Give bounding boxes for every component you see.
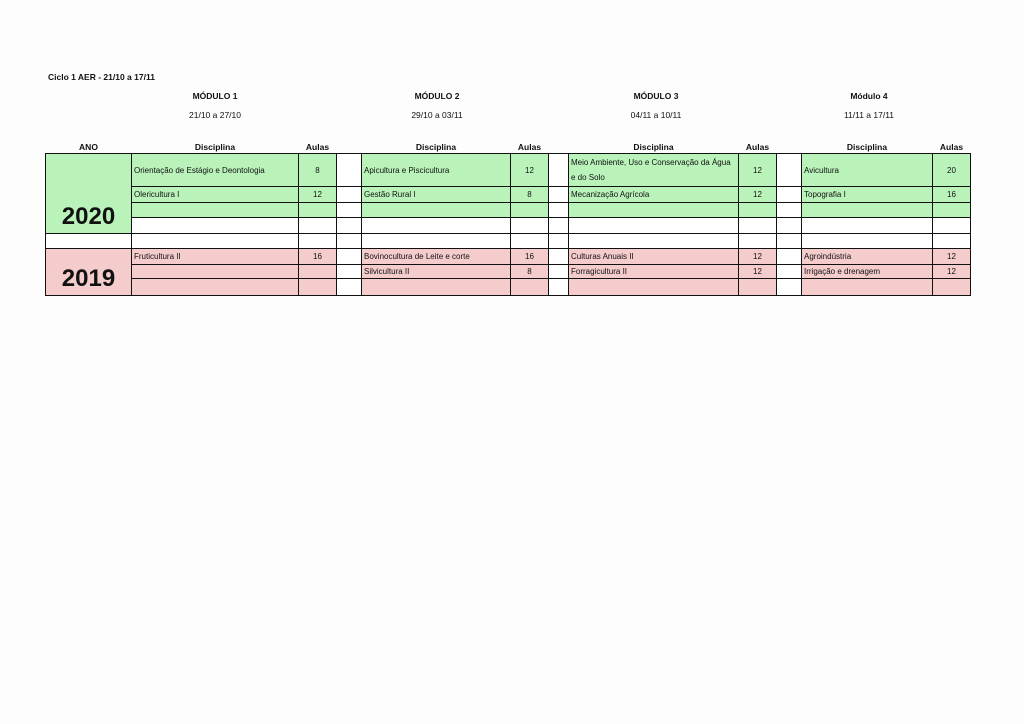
cell-aulas: 16	[511, 249, 549, 265]
module-1-name: MÓDULO 1	[192, 91, 238, 101]
cell-empty	[802, 218, 933, 234]
table-row	[46, 154, 971, 187]
table-row	[46, 265, 971, 279]
cell-discipline: Bovinocultura de Leite e corte	[362, 249, 511, 265]
cell-empty	[362, 279, 511, 296]
cell-empty	[802, 203, 933, 218]
cell-empty	[569, 234, 739, 249]
cell-spacer	[777, 265, 802, 279]
cell-aulas: 16	[933, 187, 971, 203]
col-aulas-2: Aulas	[517, 142, 542, 152]
col-spacer	[337, 141, 362, 154]
cell-empty	[739, 218, 777, 234]
col-disciplina-3: Disciplina	[633, 142, 674, 152]
cell-spacer	[337, 234, 362, 249]
cell-discipline: Avicultura	[802, 154, 933, 187]
cell-empty	[299, 218, 337, 234]
cell-discipline: Olericultura I	[132, 187, 299, 203]
col-spacer	[777, 141, 802, 154]
cell-spacer	[549, 279, 569, 296]
cell-aulas: 8	[511, 187, 549, 203]
cell-spacer	[337, 218, 362, 234]
cell-spacer	[777, 218, 802, 234]
col-aulas-4: Aulas	[939, 142, 964, 152]
cell-spacer	[777, 203, 802, 218]
cell-empty	[569, 218, 739, 234]
cell-aulas: 12	[299, 187, 337, 203]
cell-discipline: Orientação de Estágio e Deontologia	[132, 154, 299, 187]
col-aulas-3: Aulas	[745, 142, 770, 152]
cell-empty	[569, 203, 739, 218]
cell-empty	[132, 279, 299, 296]
module-4-dates: 11/11 a 17/11	[843, 110, 895, 120]
cycle-title: Ciclo 1 AER - 21/10 a 17/11	[48, 72, 155, 82]
cell-empty	[739, 203, 777, 218]
cell-aulas: 16	[299, 249, 337, 265]
cell-empty	[739, 279, 777, 296]
cell-aulas: 12	[739, 187, 777, 203]
col-spacer	[549, 141, 569, 154]
schedule-table	[45, 141, 971, 296]
cell-spacer	[549, 265, 569, 279]
cell-empty	[511, 234, 549, 249]
cell-discipline: Apicultura e Piscicultura	[362, 154, 511, 187]
cell-spacer	[337, 265, 362, 279]
col-disciplina-4: Disciplina	[846, 142, 888, 152]
cell-aulas: 12	[739, 249, 777, 265]
cell-spacer	[549, 187, 569, 203]
cell-spacer	[777, 187, 802, 203]
table-row	[46, 249, 971, 265]
cell-discipline: Silvicultura II	[362, 265, 511, 279]
cell-empty	[299, 203, 337, 218]
cell-spacer	[777, 154, 802, 187]
cell-discipline: Gestão Rural I	[362, 187, 511, 203]
cell-discipline: Meio Ambiente, Uso e Conservação da Água e do Solo	[569, 154, 739, 187]
col-aulas-1: Aulas	[305, 142, 330, 152]
table-row	[46, 187, 971, 203]
table-row	[46, 218, 971, 234]
cell-spacer	[337, 187, 362, 203]
cell-spacer	[549, 249, 569, 265]
cell-discipline: Agroindústria	[802, 249, 933, 265]
cell-empty	[362, 234, 511, 249]
cell-empty	[739, 234, 777, 249]
module-1-dates: 21/10 a 27/10	[189, 110, 241, 120]
cell-aulas: 8	[511, 265, 549, 279]
cell-empty	[132, 234, 299, 249]
cell-empty	[132, 203, 299, 218]
col-disciplina-1: Disciplina	[194, 142, 236, 152]
separator-row	[46, 234, 971, 249]
cell-empty	[802, 279, 933, 296]
cell-empty	[46, 234, 132, 249]
cell-aulas: 12	[933, 265, 971, 279]
module-4-name: Módulo 4	[850, 91, 888, 101]
cell-discipline: Topografia I	[802, 187, 933, 203]
table-row	[46, 203, 971, 218]
cell-empty	[362, 218, 511, 234]
cell-discipline	[132, 265, 299, 279]
cell-spacer	[549, 218, 569, 234]
cell-discipline: Fruticultura II	[132, 249, 299, 265]
col-disciplina-2: Disciplina	[415, 142, 457, 152]
cell-empty	[933, 218, 971, 234]
cell-empty	[569, 279, 739, 296]
cell-spacer	[549, 154, 569, 187]
cell-discipline: Culturas Anuais II	[569, 249, 739, 265]
module-3-dates: 04/11 a 10/11	[630, 110, 682, 120]
cell-empty	[299, 234, 337, 249]
cell-aulas: 12	[933, 249, 971, 265]
cell-spacer	[777, 234, 802, 249]
cell-spacer	[549, 234, 569, 249]
column-headers	[46, 141, 971, 154]
module-2-dates: 29/10 a 03/11	[411, 110, 463, 120]
cell-discipline: Irrigação e drenagem	[802, 265, 933, 279]
cell-aulas	[299, 265, 337, 279]
cell-spacer	[777, 279, 802, 296]
cell-spacer	[337, 203, 362, 218]
cell-aulas: 12	[739, 154, 777, 187]
module-3-name: MÓDULO 3	[633, 91, 679, 101]
cell-empty	[511, 279, 549, 296]
year-2020: 2020	[46, 154, 132, 234]
cell-discipline: Mecanização Agrícola	[569, 187, 739, 203]
table-row	[46, 279, 971, 296]
cell-empty	[802, 234, 933, 249]
cell-aulas: 8	[299, 154, 337, 187]
cell-spacer	[337, 249, 362, 265]
cell-empty	[933, 203, 971, 218]
cell-spacer	[777, 249, 802, 265]
cell-empty	[511, 203, 549, 218]
cell-empty	[362, 203, 511, 218]
cell-empty	[511, 218, 549, 234]
cell-aulas: 12	[511, 154, 549, 187]
col-ano: ANO	[79, 142, 98, 152]
cell-empty	[299, 279, 337, 296]
cell-discipline: Forragicultura II	[569, 265, 739, 279]
cell-spacer	[337, 154, 362, 187]
cell-empty	[933, 279, 971, 296]
year-2019: 2019	[46, 249, 132, 296]
cell-aulas: 12	[739, 265, 777, 279]
module-2-name: MÓDULO 2	[414, 91, 460, 101]
cell-aulas: 20	[933, 154, 971, 187]
cell-empty	[933, 234, 971, 249]
cell-spacer	[337, 279, 362, 296]
cell-empty	[132, 218, 299, 234]
cell-spacer	[549, 203, 569, 218]
